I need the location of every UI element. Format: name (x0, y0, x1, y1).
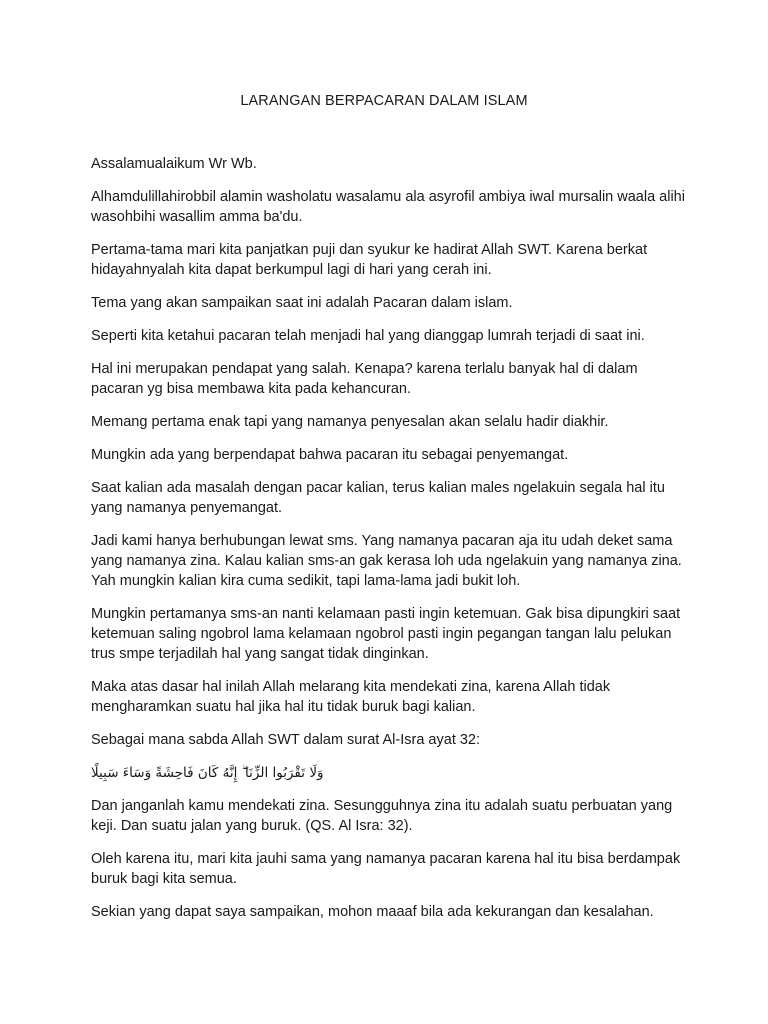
paragraph-common-view: Seperti kita ketahui pacaran telah menjadi hal yang dianggap lumrah terjadi di saat ini. (91, 328, 645, 344)
paragraph-prohibition: Maka atas dasar hal inilah Allah melarang kita mendekati zina, karena Allah tidak mengharamkan suatu hal jika hal itu tidak buruk bagi kalian. (91, 679, 611, 715)
paragraph-theme: Tema yang akan sampaikan saat ini adalah Pacaran dalam islam. (91, 295, 513, 311)
paragraph-motivation-example: Saat kalian ada masalah dengan pacar kalian, terus kalian males ngelakuin segala hal itu yang namanya penyemangat. (91, 480, 665, 516)
paragraph-motivation-claim: Mungkin ada yang berpendapat bahwa pacaran itu sebagai penyemangat. (91, 447, 569, 463)
paragraph-sms: Jadi kami hanya berhubungan lewat sms. Yang namanya pacaran aja itu udah deket sama yang namanya zina. Kalau kalian sms-an gak kerasa loh uda ngelakuin yang namanya zina. Yah mungkin kalian kira cuma sedikit, tapi lama-lama jadi bukit loh. (91, 533, 682, 589)
paragraph-closing: Sekian yang dapat saya sampaikan, mohon maaaf bila ada kekurangan dan kesalahan. (91, 904, 654, 920)
arabic-verse: وَلَا تَقْرَبُوا الزِّنَا ۖ إِنَّهُ كَانَ فَاحِشَةً وَسَاءَ سَبِيلًا (91, 765, 324, 781)
paragraph-wrong-opinion: Hal ini merupakan pendapat yang salah. Kenapa? karena terlalu banyak hal di dalam pacaran yg bisa membawa kita pada kehancuran. (91, 361, 638, 397)
document-title: LARANGAN BERPACARAN DALAM ISLAM (240, 93, 528, 109)
paragraph-verse-translation: Dan janganlah kamu mendekati zina. Sesungguhnya zina itu adalah suatu perbuatan yang keji. Dan suatu jalan yang buruk. (QS. Al Isra: 32). (91, 798, 673, 834)
paragraph-greeting: Assalamualaikum Wr Wb. (91, 156, 257, 172)
paragraph-opening-prayer: Alhamdulillahirobbil alamin washolatu wasalamu ala asyrofil ambiya iwal mursalin waala alihi wasohbihi wasallim amma ba'du. (91, 189, 685, 225)
paragraph-verse-intro: Sebagai mana sabda Allah SWT dalam surat Al-Isra ayat 32: (91, 732, 481, 748)
paragraph-gratitude: Pertama-tama mari kita panjatkan puji dan syukur ke hadirat Allah SWT. Karena berkat hidayahnyalah kita dapat berkumpul lagi di hari yang cerah ini. (91, 242, 648, 278)
paragraph-regret: Memang pertama enak tapi yang namanya penyesalan akan selalu hadir diakhir. (91, 414, 609, 430)
paragraph-conclusion: Oleh karena itu, mari kita jauhi sama yang namanya pacaran karena hal itu bisa berdampak buruk bagi kita semua. (91, 851, 681, 887)
document-body (91, 154, 691, 935)
paragraph-meeting: Mungkin pertamanya sms-an nanti kelamaan pasti ingin ketemuan. Gak bisa dipungkiri saat ketemuan saling ngobrol lama kelamaan ngobrol pasti ingin pegangan tangan lalu pelukan trus smpe terjadilah hal yang sangat tidak dinginkan. (91, 606, 681, 662)
